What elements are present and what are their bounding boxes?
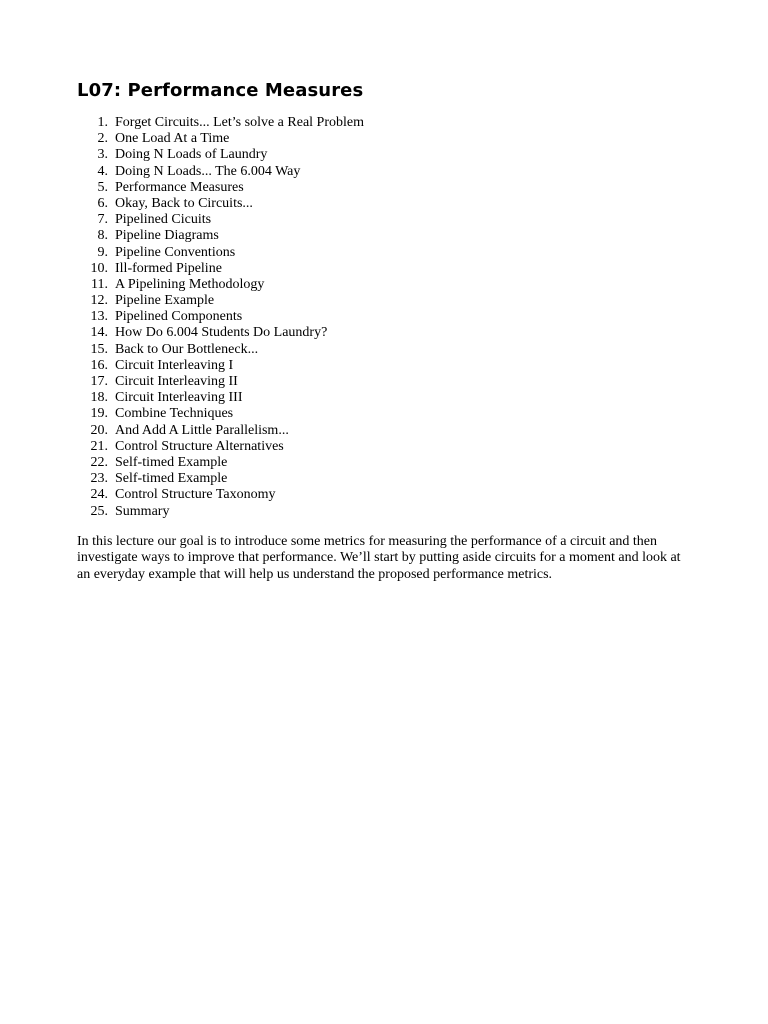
toc-item-number: 22.: [90, 454, 108, 470]
toc-item-label[interactable]: Pipeline Example: [115, 293, 215, 309]
toc-item-label[interactable]: Circuit Interleaving III: [115, 390, 243, 406]
toc-item-label[interactable]: Pipelined Cicuits: [115, 212, 212, 228]
toc-item-number: 4.: [97, 163, 108, 179]
toc-item-number: 18.: [90, 390, 108, 406]
toc-item[interactable]: [77, 212, 697, 228]
toc-item[interactable]: [77, 390, 697, 406]
toc-item-number: 7.: [97, 212, 108, 228]
toc-item-label[interactable]: Circuit Interleaving I: [115, 357, 234, 373]
toc-item-label[interactable]: Combine Techniques: [115, 406, 234, 422]
toc-item-number: 15.: [90, 341, 108, 357]
toc-item-label[interactable]: Self-timed Example: [115, 454, 228, 470]
toc-item-number: 14.: [90, 325, 108, 341]
toc-item-label[interactable]: Self-timed Example: [115, 471, 228, 487]
toc-item-number: 19.: [90, 406, 108, 422]
toc-item-number: 21.: [90, 438, 108, 454]
toc-item-label[interactable]: How Do 6.004 Students Do Laundry?: [115, 325, 328, 341]
toc-item-label[interactable]: Back to Our Bottleneck...: [115, 341, 259, 357]
toc-item-label[interactable]: Circuit Interleaving II: [115, 374, 238, 389]
toc-item[interactable]: [77, 325, 697, 341]
toc-item-number: 9.: [97, 244, 108, 260]
toc-item-number: 10.: [90, 260, 108, 276]
toc-item-label[interactable]: Ill-formed Pipeline: [115, 260, 222, 276]
toc-item[interactable]: [77, 131, 697, 147]
toc-item-number: 23.: [90, 471, 108, 487]
toc-item[interactable]: [77, 358, 697, 374]
toc-item-label[interactable]: Forget Circuits... Let’s solve a Real Problem: [115, 115, 364, 130]
toc-item-number: 24.: [90, 487, 108, 503]
toc-item[interactable]: [77, 471, 697, 487]
toc-item-number: 1.: [97, 115, 108, 130]
toc-item-number: 13.: [90, 309, 108, 325]
toc-item-label[interactable]: Okay, Back to Circuits...: [115, 195, 253, 211]
toc-item-number: 2.: [97, 131, 108, 147]
table-of-contents: [77, 115, 697, 520]
toc-item[interactable]: [77, 342, 697, 358]
toc-item[interactable]: [77, 196, 697, 212]
toc-item[interactable]: [77, 309, 697, 325]
toc-item[interactable]: [77, 277, 697, 293]
toc-item[interactable]: [77, 374, 697, 390]
toc-item-number: 20.: [90, 422, 108, 438]
toc-item-number: 3.: [97, 147, 108, 163]
toc-item-label[interactable]: Pipeline Diagrams: [115, 228, 219, 244]
toc-item[interactable]: [77, 147, 697, 163]
toc-item[interactable]: [77, 406, 697, 422]
toc-item[interactable]: [77, 455, 697, 471]
toc-item-label[interactable]: A Pipelining Methodology: [115, 276, 265, 292]
toc-item-label[interactable]: Performance Measures: [115, 179, 244, 195]
toc-item[interactable]: [77, 228, 697, 244]
toc-item[interactable]: [77, 439, 697, 455]
toc-item-number: 8.: [97, 228, 108, 244]
toc-item-label[interactable]: One Load At a Time: [115, 131, 230, 147]
toc-item-label[interactable]: Doing N Loads... The 6.004 Way: [115, 163, 301, 179]
document-page: [77, 80, 697, 583]
toc-item[interactable]: [77, 245, 697, 261]
page-title: L07: Performance Measures: [77, 80, 364, 101]
toc-item[interactable]: [77, 164, 697, 180]
toc-item-label[interactable]: Doing N Loads of Laundry: [115, 147, 268, 163]
toc-item-label[interactable]: Pipeline Conventions: [115, 244, 236, 260]
toc-item[interactable]: [77, 180, 697, 196]
toc-item-number: 11.: [91, 276, 108, 292]
toc-item[interactable]: [77, 293, 697, 309]
toc-item-number: 17.: [90, 374, 108, 389]
toc-item[interactable]: [77, 115, 697, 131]
toc-item-number: 16.: [90, 357, 108, 373]
toc-item-label[interactable]: Control Structure Alternatives: [115, 438, 284, 454]
toc-item-label[interactable]: Pipelined Components: [115, 309, 243, 325]
toc-item[interactable]: [77, 423, 697, 439]
toc-item-label[interactable]: Control Structure Taxonomy: [115, 487, 276, 503]
toc-item-number: 6.: [97, 195, 108, 211]
toc-item[interactable]: [77, 261, 697, 277]
toc-item-number: 5.: [97, 179, 108, 195]
toc-item-number: 25.: [90, 503, 108, 519]
toc-item-number: 12.: [90, 293, 108, 309]
toc-item-label[interactable]: And Add A Little Parallelism...: [115, 422, 289, 438]
toc-item[interactable]: [77, 504, 697, 520]
toc-item[interactable]: [77, 487, 697, 503]
intro-paragraph: In this lecture our goal is to introduce some metrics for measuring the performance of a circuit and then investigate ways to improve that performance. We’ll start by putting aside circuits for a moment and look at an everyday example that will help us understand the proposed performance metrics.: [77, 533, 681, 582]
toc-item-label[interactable]: Summary: [115, 503, 170, 519]
